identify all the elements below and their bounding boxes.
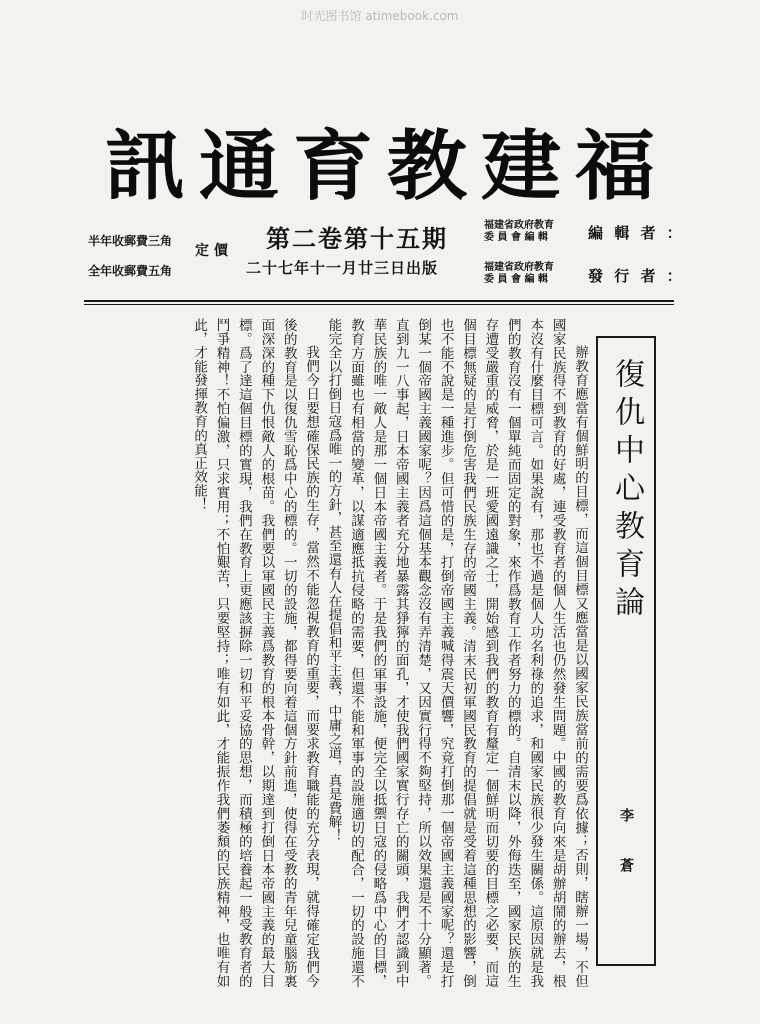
article-paragraph: 辦教育應當有個鮮明的目標，而這個目標又應當是以國家民族當前的需要爲依據；否則，瞎辦一場，不但國家民族得不到教育的好處，連受教育者的個人生活也仍然發生問題。中國的教育向來是胡辦胡鬧的辦去，根本沒有什麼目標可言。如果說有，那也不過是個人功名利祿的追求，和國家民族很少發生關係。這原因就是我們的教育沒有一個單純而固定的對象，來作爲教育工作者努力的標的。自清末以降，外侮迭至，國家民族的生存遭受嚴重的威脅，於是一班愛國遠識之士，開始感到我們的教育有釐定一個鮮明而切要的目標之必要，而這個目標無疑的是打倒危害我們民族生存的帝國主義。清末民初軍國民教育的提倡就是受着這種思想的影響，倒也不能不說是一種進步。但可惜的是，打倒帝國主義喊得震天價響，究竟打倒那一個帝國主義國家呢？還是打倒某一個帝國主義國家呢？因爲這個基本觀念沒有弄清楚，又因實行得不夠堅持，所以效果還是不十分顯著。直到九一八事起，日本帝國主義者充分地暴露其猙獰的面孔，才使我們國家實行存亡的關頭，我們才認識到中華民族的唯一敵人是那一個日本帝國主義者。于是我們的軍事設施，便完全以抵禦日寇的侵略爲中心的目標，教育方面雖也有相當的變革，以謀適應抵抗侵略的需要，但還不能和軍事的設施適切的配合，一切的設施還不能完全以打倒日寇爲唯一的方針，甚至還有人在提倡和平主義，中庸之道，真是費解！: [325, 318, 588, 988]
masthead-char: 通: [199, 120, 279, 211]
editor-label: 編 輯 者 ：: [588, 224, 685, 242]
article-body: [136, 318, 591, 988]
publisher-org-line: 委 員 會 編 輯: [484, 274, 548, 285]
masthead-title: [105, 118, 655, 213]
site-watermark: 时光图书馆 atimebook.com: [301, 9, 459, 23]
price-full-year: 全年收郵費五角: [88, 264, 173, 278]
masthead-char: 育: [293, 120, 373, 211]
issue-number: 第二卷第十五期: [266, 224, 448, 253]
article-title: 復仇中心教育論: [609, 358, 644, 624]
publisher-org: [484, 262, 554, 286]
price-label: 定 價: [195, 243, 228, 259]
masthead-char: 教: [387, 120, 467, 211]
header-rule: [84, 300, 674, 302]
article-title-box: [596, 336, 656, 966]
editor-org-line: 福建省政府教育: [484, 220, 554, 231]
editor-org-line: 委 員 會 編 輯: [484, 232, 548, 243]
editor-org: [484, 220, 554, 244]
article-author: 李 蒼: [618, 808, 634, 882]
price-half-year: 半年收郵費三角: [88, 234, 173, 248]
masthead-char: 建: [481, 120, 561, 211]
publisher-org-line: 福建省政府教育: [484, 262, 554, 273]
header-rule-thin: [84, 304, 674, 305]
masthead-char: 福: [575, 120, 655, 211]
publisher-label: 發 行 者 ：: [588, 267, 685, 285]
masthead-char: 訊: [105, 120, 185, 211]
article-paragraph: 我們今日要想確保民族的生存，當然不能忽視教育的重要，而要求教育職能的充分表現，就得確定我們今後的教育是以復仇雪恥爲中心的標的。一切的設施，都得要向着這個方針前進，使得在受教的青年兒童腦筋裏面深深的種下仇恨敵人的根苗。我們要以軍國民主義爲教育的根本骨幹，以期達到打倒日本帝國主義的最大目標。爲了達這個目標的實現，我們在教育上更應該摒除一切和平妥協的思想，而積極的培養起一般受教育者的鬥爭精神！不怕偏激，只求實用；不怕艱苦，只要堅持；唯有如此，才能振作我們萎頹的民族精神，也唯有如此，才能發揮教育的真正效能！: [191, 318, 320, 988]
publication-date: 二十七年十一月廿三日出版: [246, 259, 439, 277]
